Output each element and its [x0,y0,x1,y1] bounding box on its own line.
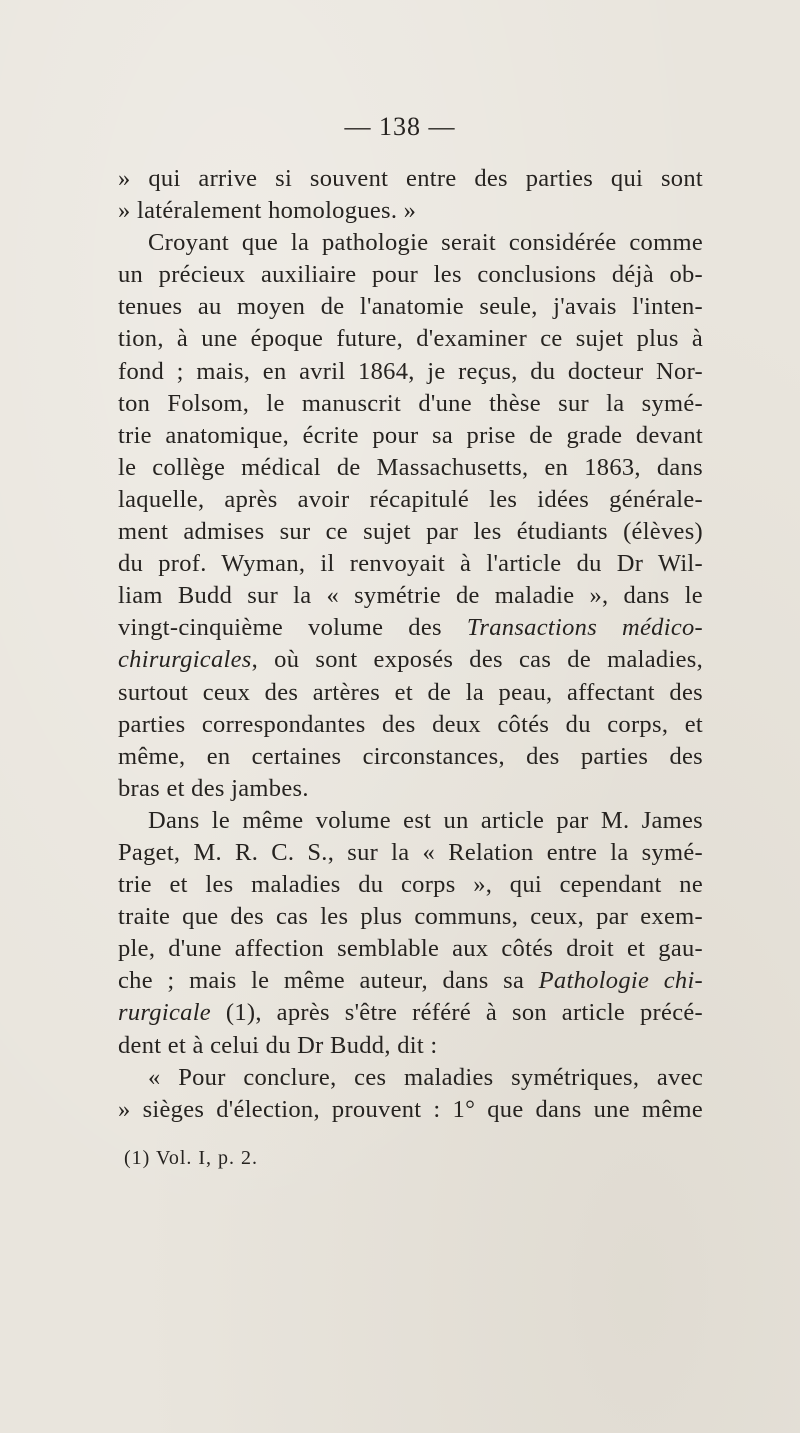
text-line: chirurgicales, où sont exposés des cas de maladies, [118,646,703,674]
text-line: tenues au moyen de l'anatomie seule, j'avais l'inten- [118,293,703,321]
text-line: » qui arrive si souvent entre des parties qui sont [118,165,703,192]
text-line: le collège médical de Massachusetts, en 1863, dans [118,453,703,481]
text-line: ton Folsom, le manuscrit d'une thèse sur la symé- [118,389,703,417]
text-line: tion, à une époque future, d'examiner ce sujet plus à [118,325,703,353]
text-line: Croyant que la pathologie serait considérée comme [148,229,703,257]
text-line: ment admises sur ce sujet par les étudiants (élèves) [118,518,703,546]
text-line: bras et des jambes. [118,774,309,802]
text-line: vingt-cinquième volume des Transactions médico- [118,614,703,642]
text-line: trie anatomique, écrite pour sa prise de grade devant [118,421,703,449]
text-line: rurgicale (1), après s'être référé à son article précé- [118,999,703,1027]
page-number: — 138 — [344,112,456,141]
footnote: (1) Vol. I, p. 2. [124,1147,259,1169]
body-text [118,163,703,1126]
text-line: fond ; mais, en avril 1864, je reçus, du docteur Nor- [118,357,703,385]
text-line: « Pour conclure, ces maladies symétriques, avec [148,1063,703,1091]
text-line: parties correspondantes des deux côtés du corps, et [118,710,703,738]
text-line: » latéralement homologues. » [118,197,417,225]
text-line: du prof. Wyman, il renvoyait à l'article du Dr Wil- [118,550,703,578]
text-line: Paget, M. R. C. S., sur la « Relation entre la symé- [118,838,703,866]
text-line: liam Budd sur la « symétrie de maladie », dans le [118,582,703,610]
text-line: dent et à celui du Dr Budd, dit : [118,1031,438,1059]
text-line: » sièges d'élection, prouvent : 1° que dans une même [118,1095,703,1123]
text-line: trie et les maladies du corps », qui cependant ne [118,871,703,899]
text-line: Dans le même volume est un article par M. James [148,806,703,834]
text-line: ple, d'une affection semblable aux côtés droit et gau- [118,935,703,963]
text-line: che ; mais le même auteur, dans sa Pathologie chi- [118,967,704,995]
italic-title: rurgicale [118,999,211,1027]
text-line: un précieux auxiliaire pour les conclusions déjà ob- [118,261,703,289]
text-line: surtout ceux des artères et de la peau, affectant des [118,678,703,706]
text-line: même, en certaines circonstances, des parties des [118,742,703,770]
text-line: laquelle, après avoir récapitulé les idées générale- [118,485,703,513]
italic-title: Transactions médico- [466,614,703,642]
text-line: traite que des cas les plus communs, ceux, par exem- [118,903,703,931]
italic-title: chirurgicales [118,646,252,674]
italic-title: Pathologie chi- [538,967,704,995]
